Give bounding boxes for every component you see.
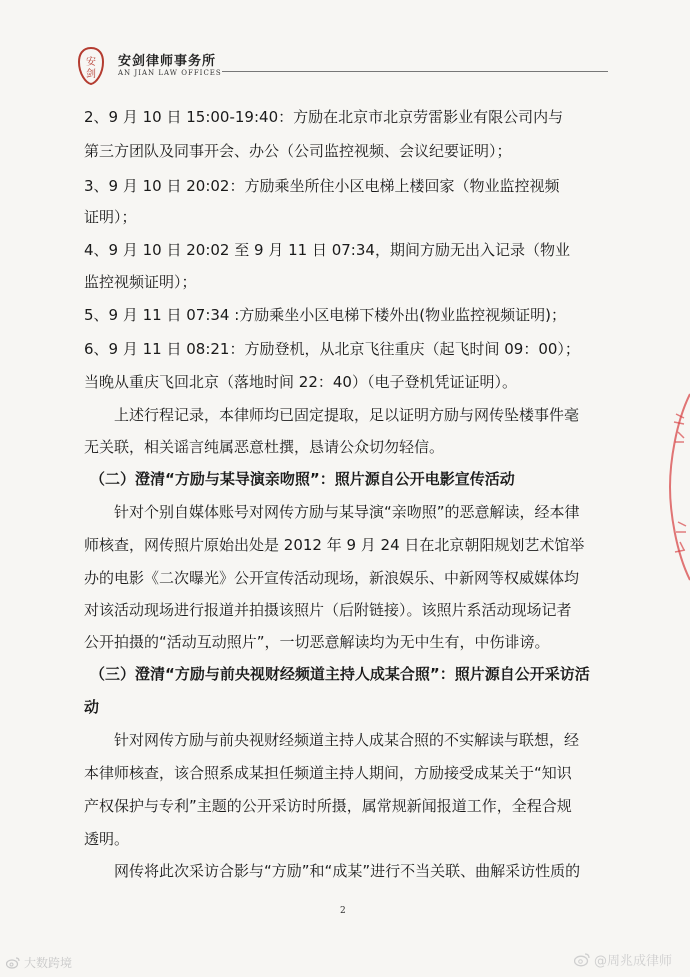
text-line: 上述行程记录，本律师均已固定提取，足以证明方励与网传坠楼事件毫	[114, 406, 580, 424]
weibo-icon	[574, 953, 590, 967]
svg-text:安: 安	[86, 57, 96, 68]
text-line: 针对网传方励与前央视财经频道主持人成某合照的不实解读与联想，经	[114, 731, 580, 749]
text-line: 公开拍摄的“活动互动照片”，一切恶意解读均为无中生有，中伤诽谤。	[84, 633, 550, 651]
section-heading: （三）澄清“方励与前央视财经频道主持人成某合照”：照片源自公开采访活	[90, 665, 590, 683]
watermark-left	[6, 954, 72, 971]
text-line: 本律师核查，该合照系成某担任频道主持人期间，方励接受成某关于“知识	[84, 764, 572, 782]
text-line: 网传将此次采访合影与“方励”和“成某”进行不当关联、曲解采访性质的	[114, 862, 581, 880]
firm-name-chinese: 安剑律师事务所	[118, 54, 217, 69]
weibo-icon	[6, 957, 20, 969]
text-line: 师核查，网传照片原始出处是 2012 年 9 月 24 日在北京朝阳规划艺术馆举	[84, 536, 585, 554]
text-line: 3、9 月 10 日 20:02：方励乘坐所住小区电梯上楼回家（物业监控视频	[84, 177, 560, 195]
watermark-right-text: @周兆成律师	[594, 954, 673, 969]
text-line: 针对个别自媒体账号对网传方励与某导演“亲吻照”的恶意解读，经本律	[114, 503, 580, 521]
text-line: 当晚从重庆飞回北京（落地时间 22：40）（电子登机凭证证明）。	[84, 373, 517, 391]
section-heading-continued: 动	[84, 698, 100, 716]
text-line: 2、9 月 10 日 15:00-19:40：方励在北京市北京劳雷影业有限公司内与	[84, 108, 564, 126]
text-line: 对该活动现场进行报道并拍摄该照片（后附链接）。该照片系活动现场记者	[84, 601, 572, 619]
text-line: 6、9 月 11 日 08:21：方励登机，从北京飞往重庆（起飞时间 09：00）；	[84, 340, 580, 358]
text-line: 产权保护与专利”主题的公开采访时所摄，属常规新闻报道工作，全程合规	[84, 797, 572, 815]
watermark-left-text: 大数跨境	[24, 956, 73, 970]
text-line: 透明。	[84, 830, 130, 848]
law-firm-logo-icon	[76, 46, 106, 86]
firm-name-english: AN JIAN LAW OFFICES	[118, 69, 222, 77]
section-heading: （二）澄清“方励与某导演亲吻照”：照片源自公开电影宣传活动	[90, 470, 515, 488]
text-line: 证明）；	[84, 208, 137, 226]
text-line: 监控视频证明）；	[84, 273, 197, 291]
text-line: 无关联，相关谣言纯属恶意杜撰，恳请公众切勿轻信。	[84, 438, 445, 456]
page-number: 2	[340, 906, 346, 916]
text-line: 第三方团队及同事开会、办公（公司监控视频、会议纪要证明）；	[84, 142, 512, 160]
seal-stamp-icon	[666, 392, 690, 582]
text-line: 办的电影《二次曝光》公开宣传活动现场，新浪娱乐、中新网等权威媒体均	[84, 569, 580, 587]
watermark-right	[574, 950, 672, 969]
text-line: 4、9 月 10 日 20:02 至 9 月 11 日 07:34，期间方励无出入记录（物业	[84, 241, 570, 259]
svg-text:剑: 剑	[86, 69, 96, 80]
header-divider	[222, 71, 608, 72]
text-line: 5、9 月 11 日 07:34 :方励乘坐小区电梯下楼外出(物业监控视频证明)；	[84, 306, 567, 324]
